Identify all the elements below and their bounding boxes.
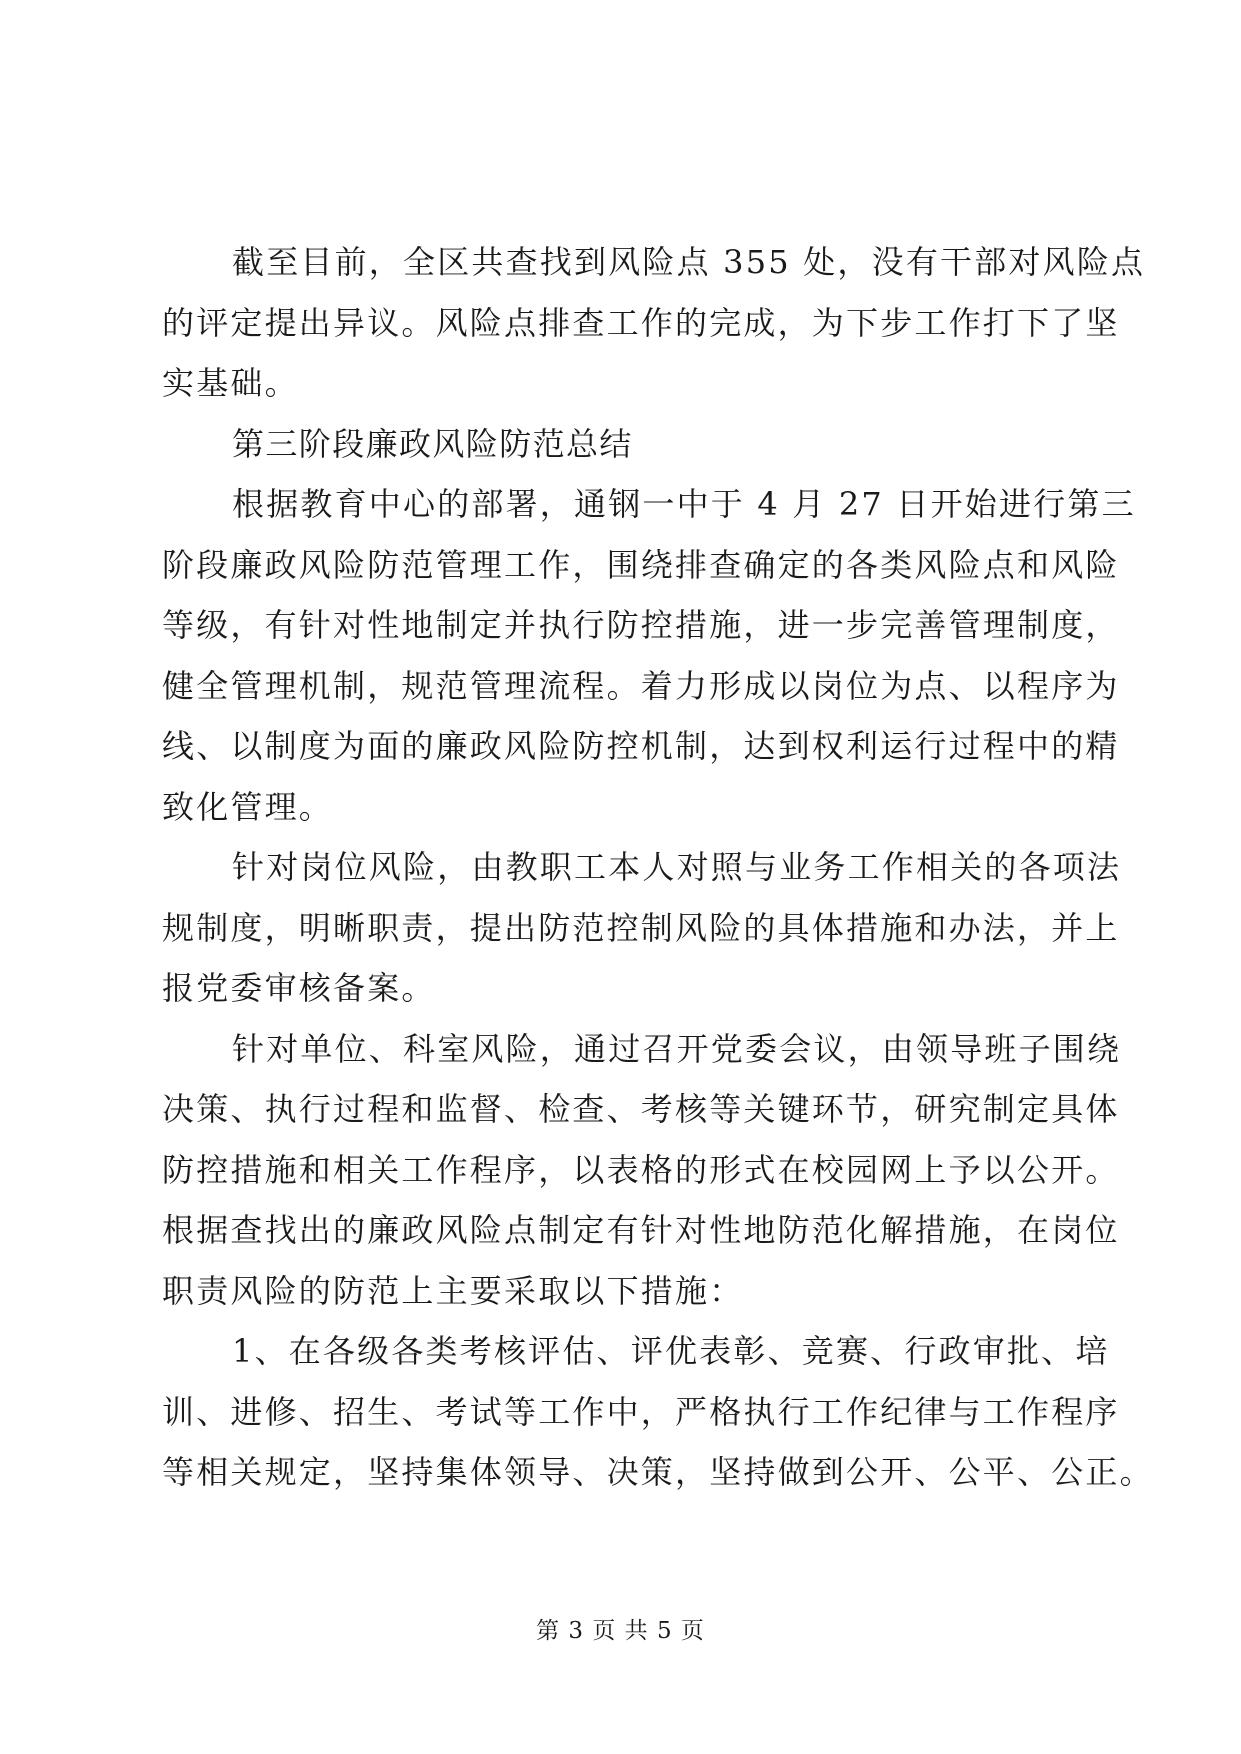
text-line: 1、在各级各类考核评估、评优表彰、竞赛、行政审批、培	[232, 1332, 1110, 1370]
text-line: 等相关规定，坚持集体领导、决策，坚持做到公开、公平、公正。	[162, 1453, 1154, 1491]
text-line: 线、以制度为面的廉政风险防控机制，达到权利运行过程中的精	[162, 727, 1120, 765]
text-line: 健全管理机制，规范管理流程。着力形成以岗位为点、以程序为	[162, 666, 1120, 705]
text-line: 防控措施和相关工作程序，以表格的形式在校园网上予以公开。	[162, 1150, 1120, 1189]
text-line: 等级，有针对性地制定并执行防控措施，进一步完善管理制度，	[162, 606, 1120, 644]
text-line: 针对单位、科室风险，通过召开党委会议，由领导班子围绕	[232, 1029, 1122, 1068]
text-line: 实基础。	[162, 364, 299, 402]
text-line: 阶段廉政风险防范管理工作，围绕排查确定的各类风险点和风险	[162, 545, 1120, 584]
text-line: 报党委审核备案。	[162, 969, 436, 1007]
section-heading: 第三阶段廉政风险防范总结	[232, 424, 633, 463]
text-line: 训、进修、招生、考试等工作中，严格执行工作纪律与工作程序	[162, 1392, 1120, 1431]
text-line: 致化管理。	[162, 787, 334, 826]
text-line: 截至目前，全区共查找到风险点 355 处，没有干部对风险点	[232, 243, 1146, 281]
text-line: 根据查找出的廉政风险点制定有针对性地防范化解措施，在岗位	[162, 1211, 1120, 1249]
text-line: 的评定提出异议。风险点排查工作的完成，为下步工作打下了坚	[162, 303, 1120, 342]
body-text	[162, 232, 1154, 1503]
text-line: 职责风险的防范上主要采取以下措施：	[162, 1271, 744, 1310]
text-line: 规制度，明晰职责，提出防范控制风险的具体措施和办法，并上	[162, 908, 1120, 947]
text-line: 针对岗位风险，由教职工本人对照与业务工作相关的各项法	[232, 848, 1122, 886]
page-number-footer: 第 3 页 共 5 页	[536, 1618, 705, 1644]
text-line: 决策、执行过程和监督、检查、考核等关键环节，研究制定具体	[162, 1090, 1120, 1128]
text-line: 根据教育中心的部署，通钢一中于 4 月 27 日开始进行第三	[232, 485, 1136, 523]
